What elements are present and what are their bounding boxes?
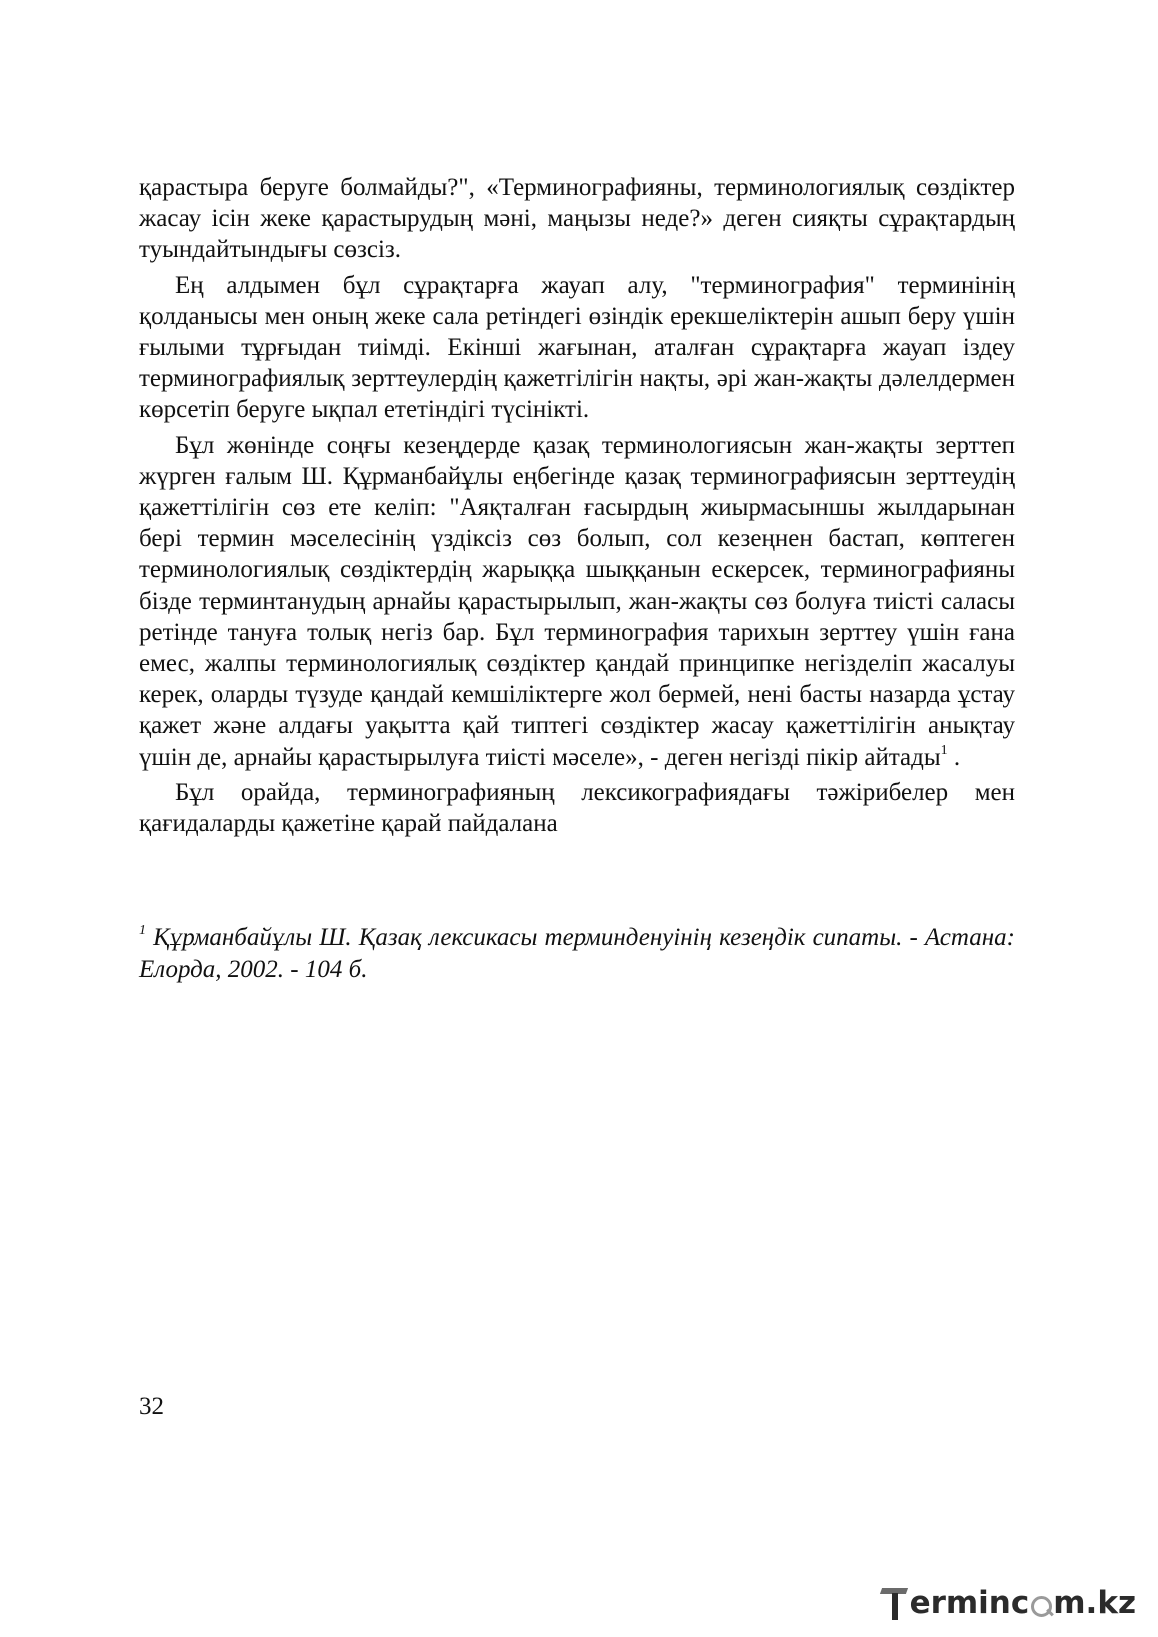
page-number: 32 (139, 1393, 164, 1420)
paragraph-3-text: Бұл жөнінде соңғы кезеңдерде қазақ терминологиясын жан-жақты зерттеп жүрген ғалым Ш. Құрманбайұлы еңбегінде қазақ терминографиясын зерттеудің қажеттілігін сөз ете келіп: "Аяқталған ғасырдың жиырмасыншы жылдарынан бері термин мәселесінің үздіксіз сөз болып, сол кезеңнен бастап, көптеген терминологиялық сөздіктердің жарыққа шыққанын ескерсек, терминографияны бізде терминтанудың арнайы қарастырылып, жан-жақты сөз болуға тиісті саласы ретінде тануға толық негіз бар. Бұл терминография тарихын зерттеу үшін ғана емес, жалпы терминологиялық сөздіктер қандай принципке негізделіп жасалуы керек, оларды түзуде қандай кемшіліктерге жол бермей, нені басты назарда ұстау қажет және алдағы уақытта қай типтегі сөздіктер жасау қажеттілігін анықтау үшін де, арнайы қарастырылуға тиісті мәселе», - деген негізді пікір айтады (139, 431, 1015, 771)
footnote-text: Құрманбайұлы Ш. Қазақ лексикасы терминденуінің кезеңдік сипаты. - Астана: Елорда, 2002. - 104 б. (139, 924, 1015, 983)
magnifier-icon (1030, 1589, 1052, 1617)
footnote (139, 922, 1015, 986)
termincom-watermark-logo[interactable] (881, 1581, 1136, 1625)
watermark-text-part-one: erminc (909, 1585, 1030, 1621)
paragraph-1: қарастыра беруге болмайды?", «Терминографияны, терминологиялық сөздіктер жасау ісін жеке қарастырудың мәні, маңызы неде?» деген сияқты сұрақтардың туындайтындығы сөзсіз. (139, 174, 1015, 264)
paragraph-3-trailing: . (947, 743, 961, 771)
watermark-text-part-two: m.kz (1053, 1585, 1136, 1621)
t-logo-icon (881, 1584, 909, 1622)
footnote-number: 1 (139, 923, 146, 938)
paragraph-2: Ең алдымен бұл сұрақтарға жауап алу, "терминография" терминінің қолданысы мен оның жеке сала ретіндегі өзіндік ерекшеліктерін ашып беру үшін ғылыми тұрғыдан тиімді. Екінші жағынан, аталған сұрақтарға жауап іздеу терминографиялық зерттеулердің қажетгілігін нақты, әрі жан-жақты дәлелдермен көрсетіп беруге ықпал ететіндігі түсінікті. (139, 271, 1015, 424)
body-text (139, 172, 1015, 843)
footnote-reference[interactable]: 1 (940, 742, 948, 758)
paragraph-3 (139, 430, 1015, 773)
paragraph-4: Бұл орайда, терминографияның лексикографиядағы тәжірибелер мен қағидаларды қажетіне қарай пайдалана (139, 778, 1015, 838)
